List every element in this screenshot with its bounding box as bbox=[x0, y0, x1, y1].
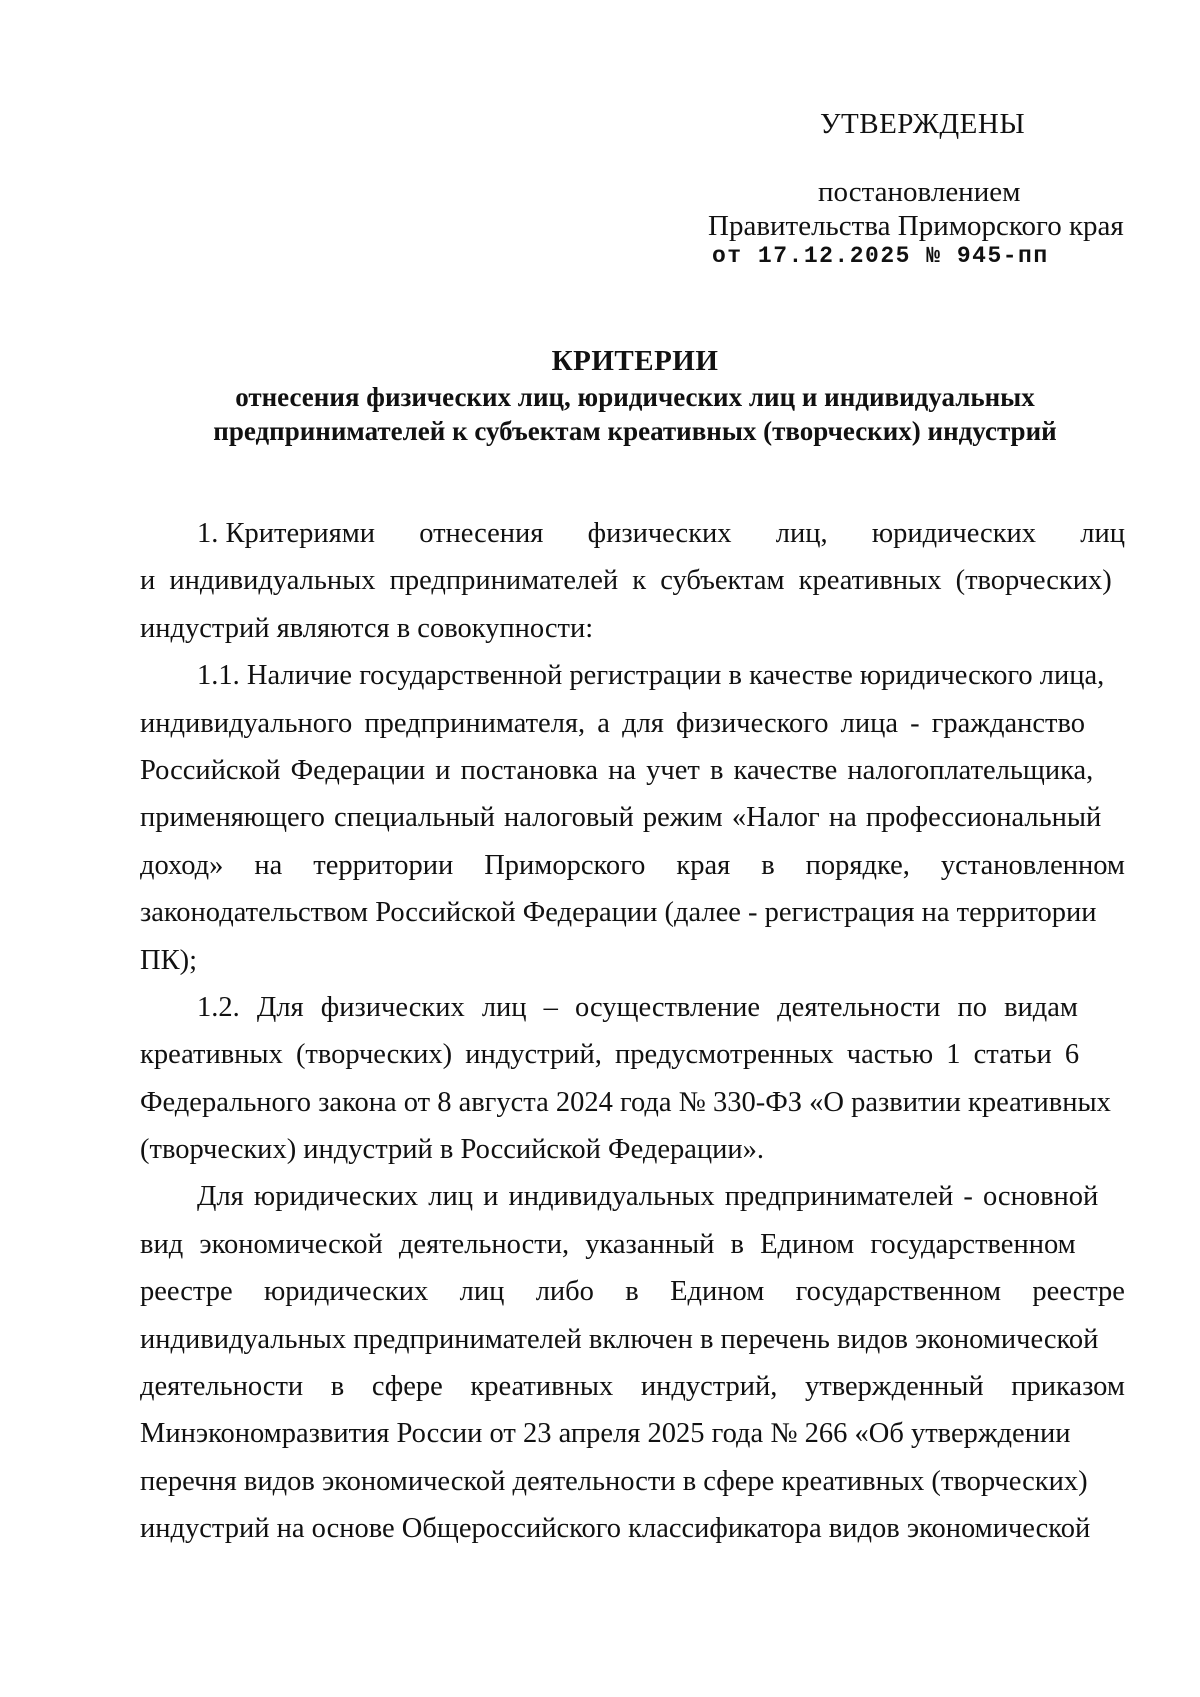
word: либо bbox=[535, 1276, 594, 1308]
document-subtitle-line-1: отнесения физических лиц, юридических лиц и индивидуальных bbox=[235, 382, 1035, 412]
document-subtitle-line-2: предпринимателей к субъектам креативных (творческих) индустрий bbox=[213, 416, 1057, 446]
word: креативных bbox=[470, 1371, 614, 1403]
paragraph-1-1-line-1: 1.1. Наличие государственной регистрации в качестве юридического лица, bbox=[197, 660, 1105, 692]
word: Приморского bbox=[484, 849, 646, 881]
word: порядке, bbox=[805, 849, 910, 881]
word: территории bbox=[313, 849, 454, 881]
paragraph-1-line-1 bbox=[140, 510, 1125, 557]
document-title: КРИТЕРИИ bbox=[551, 345, 719, 377]
word: лиц bbox=[1080, 518, 1125, 549]
word: в bbox=[625, 1276, 639, 1308]
decree-number-date: от 17.12.2025 № 945-пп bbox=[712, 243, 1049, 269]
word: отнесения bbox=[419, 518, 544, 549]
word: реестре bbox=[140, 1276, 233, 1308]
paragraph-1-1-line-7: ПК); bbox=[140, 944, 197, 976]
paragraph-1-2-line-1: 1.2. Для физических лиц – осуществление деятельности по видам bbox=[197, 991, 1078, 1023]
paragraph-1-1-line-6: законодательством Российской Федерации (далее - регистрация на территории bbox=[140, 897, 1097, 929]
word: юридических bbox=[263, 1276, 429, 1308]
paragraph-legal-line-8: индустрий на основе Общероссийского классификатора видов экономической bbox=[140, 1513, 1091, 1545]
word: государственном bbox=[795, 1276, 1001, 1308]
paragraph-legal-line-3 bbox=[140, 1268, 1125, 1315]
word: края bbox=[676, 849, 731, 881]
word: юридических bbox=[871, 518, 1037, 549]
word: сфере bbox=[371, 1371, 443, 1403]
decree-reference-line-1: постановлением bbox=[818, 176, 1021, 208]
word: лиц, bbox=[775, 518, 828, 549]
word: приказом bbox=[1011, 1371, 1125, 1403]
word: деятельности bbox=[140, 1371, 304, 1403]
paragraph-1-2-line-4: (творческих) индустрий в Российской Федерации». bbox=[140, 1134, 765, 1166]
word: 1. Критериями bbox=[197, 518, 376, 549]
word: утвержденный bbox=[805, 1371, 984, 1403]
paragraph-legal-line-5 bbox=[140, 1363, 1125, 1410]
word: реестре bbox=[1032, 1276, 1125, 1308]
paragraph-legal-line-6: Минэкономразвития России от 23 апреля 2025 года № 266 «Об утверждении bbox=[140, 1418, 1071, 1450]
paragraph-1-1-line-3: Российской Федерации и постановка на учет в качестве налогоплательщика, bbox=[140, 754, 1094, 786]
approval-stamp-label: УТВЕРЖДЕНЫ bbox=[820, 108, 1026, 140]
paragraph-1-line-2: и индивидуальных предпринимателей к субъектам креативных (творческих) bbox=[140, 565, 1112, 597]
paragraph-1-1-line-5 bbox=[140, 842, 1125, 889]
word: Едином bbox=[670, 1276, 765, 1308]
word: индустрий, bbox=[640, 1371, 778, 1403]
paragraph-legal-line-2: вид экономической деятельности, указанный в Едином государственном bbox=[140, 1228, 1076, 1260]
decree-reference-line-2: Правительства Приморского края bbox=[708, 210, 1124, 242]
word: доход» bbox=[140, 849, 224, 881]
word: в bbox=[761, 849, 775, 881]
word: физических bbox=[587, 518, 732, 549]
document-body bbox=[140, 510, 1125, 1553]
paragraph-1-1-line-2: индивидуального предпринимателя, а для физического лица - гражданство bbox=[140, 707, 1086, 739]
paragraph-legal-line-7: перечня видов экономической деятельности в сфере креативных (творческих) bbox=[140, 1465, 1088, 1497]
paragraph-1-line-3: индустрий являются в совокупности: bbox=[140, 612, 594, 644]
paragraph-1-2-line-3: Федерального закона от 8 августа 2024 года № 330-ФЗ «О развитии креативных bbox=[140, 1086, 1111, 1118]
word: на bbox=[254, 849, 283, 881]
paragraph-legal-line-4: индивидуальных предпринимателей включен в перечень видов экономической bbox=[140, 1323, 1099, 1355]
paragraph-1-2-line-2: креативных (творческих) индустрий, предусмотренных частью 1 статьи 6 bbox=[140, 1039, 1080, 1071]
paragraph-legal-line-1: Для юридических лиц и индивидуальных предпринимателей - основной bbox=[197, 1181, 1099, 1213]
word: в bbox=[330, 1371, 345, 1403]
word: установленном bbox=[940, 849, 1125, 881]
word: лиц bbox=[459, 1276, 505, 1308]
paragraph-1-1-line-4: применяющего специальный налоговый режим «Налог на профессиональный bbox=[140, 802, 1102, 834]
